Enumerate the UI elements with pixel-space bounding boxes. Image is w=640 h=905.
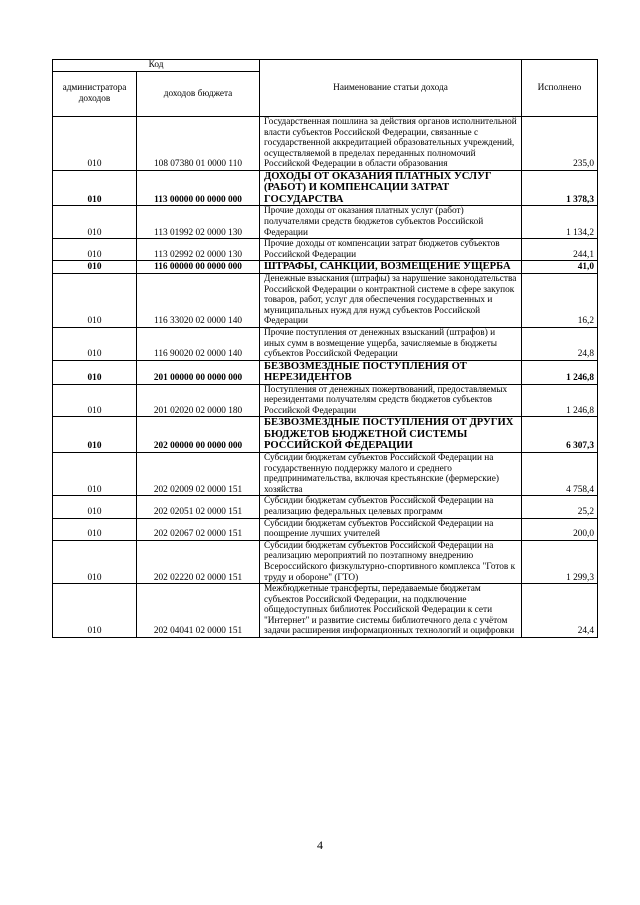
admin-code-cell: 010 (53, 117, 137, 171)
page-number: 4 (317, 838, 323, 852)
admin-code-cell: 010 (53, 518, 137, 540)
table-row (53, 452, 598, 495)
table-row (53, 327, 598, 360)
admin-code-cell: 010 (53, 540, 137, 583)
income-code-cell: 202 02067 02 0000 151 (137, 518, 260, 540)
table-row-section (53, 261, 598, 274)
item-name-cell: Субсидии бюджетам субъектов Российской Федерации на поощрение лучших учителей (260, 518, 522, 540)
header-kod: Код (53, 60, 260, 72)
executed-value-cell: 24,4 (522, 584, 598, 638)
item-name-cell: ДОХОДЫ ОТ ОКАЗАНИЯ ПЛАТНЫХ УСЛУГ (РАБОТ) И КОМПЕНСАЦИИ ЗАТРАТ ГОСУДАРСТВА (260, 170, 522, 206)
income-code-cell: 202 02009 02 0000 151 (137, 452, 260, 495)
income-code-cell: 108 07380 01 0000 110 (137, 117, 260, 171)
admin-code-cell: 010 (53, 496, 137, 518)
admin-code-cell: 010 (53, 170, 137, 206)
revenue-table (52, 59, 598, 638)
executed-value-cell: 1 246,8 (522, 384, 598, 417)
income-code-cell: 113 00000 00 0000 000 (137, 170, 260, 206)
table-body (53, 117, 598, 638)
item-name-cell: Субсидии бюджетам субъектов Российской Федерации на реализацию федеральных целевых программ (260, 496, 522, 518)
table-row-section (53, 170, 598, 206)
executed-value-cell: 4 758,4 (522, 452, 598, 495)
admin-code-cell: 010 (53, 206, 137, 239)
item-name-cell: Субсидии бюджетам субъектов Российской Федерации на государственную поддержку малого и среднего предпринимательства, включая крестьянские (фермерские) хозяйства (260, 452, 522, 495)
executed-value-cell: 244,1 (522, 239, 598, 261)
executed-value-cell: 25,2 (522, 496, 598, 518)
header-name: Наименование статьи дохода (260, 60, 522, 117)
table-row (53, 273, 598, 327)
admin-code-cell: 010 (53, 327, 137, 360)
item-name-cell: Поступления от денежных пожертвований, предоставляемых нерезидентами получателям средств бюджетов субъектов Российской Федерации (260, 384, 522, 417)
header-executed: Исполнено (522, 60, 598, 117)
income-code-cell: 116 00000 00 0000 000 (137, 261, 260, 274)
table-row (53, 239, 598, 261)
item-name-cell: Государственная пошлина за действия органов исполнительной власти субъектов Российской Федерации, связанные с государственной аккредитацией образовательных учреждений, осуществляемой в пределах переданных полномочий Российской Федерации в области образования (260, 117, 522, 171)
item-name-cell: Межбюджетные трансферты, передаваемые бюджетам субъектов Российской Федерации, на подключение общедоступных библиотек Российской Федерации к сети "Интернет" и развитие системы библиотечного дела с учётом задачи расширения информационных технологий и оцифровки (260, 584, 522, 638)
header-income: доходов бюджета (137, 72, 260, 117)
table-row (53, 206, 598, 239)
table-row (53, 584, 598, 638)
income-code-cell: 113 01992 02 0000 130 (137, 206, 260, 239)
table-row (53, 117, 598, 171)
income-code-cell: 202 04041 02 0000 151 (137, 584, 260, 638)
income-code-cell: 202 02051 02 0000 151 (137, 496, 260, 518)
table-row (53, 384, 598, 417)
executed-value-cell: 24,8 (522, 327, 598, 360)
admin-code-cell: 010 (53, 452, 137, 495)
executed-value-cell: 1 299,3 (522, 540, 598, 583)
income-code-cell: 116 90020 02 0000 140 (137, 327, 260, 360)
table-row (53, 518, 598, 540)
executed-value-cell: 1 246,8 (522, 360, 598, 384)
executed-value-cell: 200,0 (522, 518, 598, 540)
admin-code-cell: 010 (53, 261, 137, 274)
executed-value-cell: 1 378,3 (522, 170, 598, 206)
executed-value-cell: 235,0 (522, 117, 598, 171)
income-code-cell: 201 00000 00 0000 000 (137, 360, 260, 384)
income-code-cell: 201 02020 02 0000 180 (137, 384, 260, 417)
executed-value-cell: 6 307,3 (522, 417, 598, 453)
table-row-section (53, 417, 598, 453)
admin-code-cell: 010 (53, 360, 137, 384)
income-code-cell: 202 02220 02 0000 151 (137, 540, 260, 583)
item-name-cell: Прочие доходы от компенсации затрат бюджетов субъектов Российской Федерации (260, 239, 522, 261)
item-name-cell: Денежные взыскания (штрафы) за нарушение законодательства Российской Федерации о контрактной системе в сфере закупок товаров, работ, услуг для обеспечения государственных и муниципальных нужд для нужд субъектов Российской Федерации (260, 273, 522, 327)
admin-code-cell: 010 (53, 239, 137, 261)
item-name-cell: Субсидии бюджетам субъектов Российской Федерации на реализацию мероприятий по поэтапному внедрению Всероссийского физкультурно-спортивного комплекса "Готов к труду и обороне" (ГТО) (260, 540, 522, 583)
executed-value-cell: 16,2 (522, 273, 598, 327)
admin-code-cell: 010 (53, 384, 137, 417)
table-row (53, 540, 598, 583)
executed-value-cell: 1 134,2 (522, 206, 598, 239)
income-code-cell: 113 02992 02 0000 130 (137, 239, 260, 261)
item-name-cell: ШТРАФЫ, САНКЦИИ, ВОЗМЕЩЕНИЕ УЩЕРБА (260, 261, 522, 274)
item-name-cell: БЕЗВОЗМЕЗДНЫЕ ПОСТУПЛЕНИЯ ОТ НЕРЕЗИДЕНТОВ (260, 360, 522, 384)
item-name-cell: БЕЗВОЗМЕЗДНЫЕ ПОСТУПЛЕНИЯ ОТ ДРУГИХ БЮДЖЕТОВ БЮДЖЕТНОЙ СИСТЕМЫ РОССИЙСКОЙ ФЕДЕРАЦИИ (260, 417, 522, 453)
admin-code-cell: 010 (53, 273, 137, 327)
table-row (53, 496, 598, 518)
header-admin: администратора доходов (53, 72, 137, 117)
admin-code-cell: 010 (53, 417, 137, 453)
item-name-cell: Прочие доходы от оказания платных услуг (работ) получателями средств бюджетов субъектов Российской Федерации (260, 206, 522, 239)
income-code-cell: 202 00000 00 0000 000 (137, 417, 260, 453)
table-row-section (53, 360, 598, 384)
item-name-cell: Прочие поступления от денежных взысканий (штрафов) и иных сумм в возмещение ущерба, зачисляемые в бюджеты субъектов Российской Федерации (260, 327, 522, 360)
executed-value-cell: 41,0 (522, 261, 598, 274)
income-code-cell: 116 33020 02 0000 140 (137, 273, 260, 327)
admin-code-cell: 010 (53, 584, 137, 638)
